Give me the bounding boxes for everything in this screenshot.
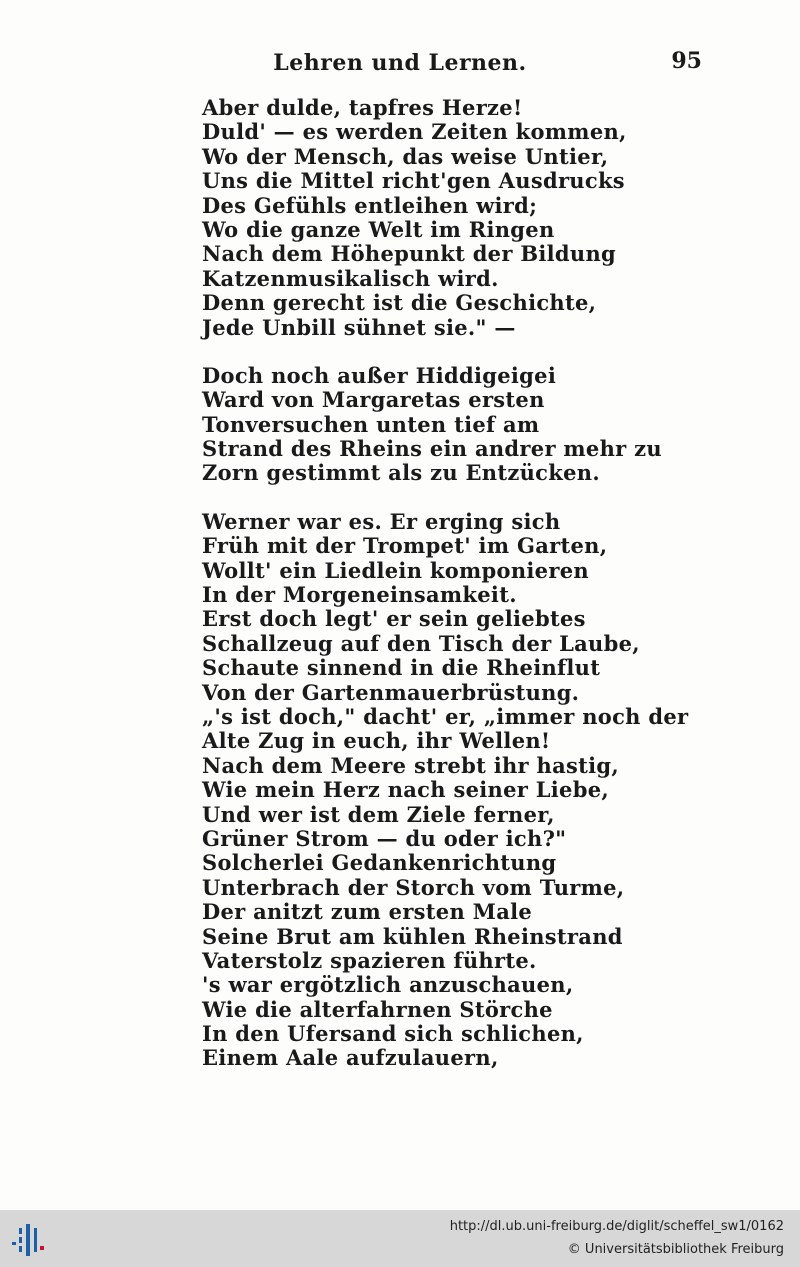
- poem-line: Schaute sinnend in die Rheinflut: [202, 655, 601, 681]
- poem-line: Uns die Mittel richt'gen Ausdrucks: [202, 168, 625, 194]
- poem-line: Nach dem Meere strebt ihr hastig,: [202, 752, 619, 778]
- poem-line: Solcherlei Gedankenrichtung: [202, 850, 557, 876]
- poem-line: Erst doch legt' er sein geliebtes: [202, 606, 586, 632]
- poem-line: Des Gefühls entleihen wird;: [202, 192, 538, 218]
- poem-line: Seine Brut am kühlen Rheinstrand: [202, 923, 623, 949]
- poem-line: Denn gerecht ist die Geschichte,: [202, 290, 597, 316]
- ub-freiburg-logo-icon[interactable]: [10, 1220, 50, 1260]
- poem-line: Wie die alterfahrnen Störche: [202, 996, 553, 1022]
- permalink-url[interactable]: http://dl.ub.uni-freiburg.de/diglit/scheffel_sw1/0162: [449, 1219, 784, 1234]
- poem-line: Einem Aale aufzulauern,: [202, 1045, 499, 1071]
- page-number: 95: [671, 48, 702, 74]
- poem-line: Wo die ganze Welt im Ringen: [202, 216, 555, 242]
- poem-line: Grüner Strom — du oder ich?": [202, 825, 567, 851]
- poem-line: Schallzeug auf den Tisch der Laube,: [202, 630, 640, 656]
- poem-line: Wollt' ein Liedlein komponieren: [202, 557, 589, 583]
- poem-line: Doch noch außer Hiddigeigei: [202, 362, 557, 388]
- poem-line: Wie mein Herz nach seiner Liebe,: [202, 777, 609, 803]
- poem-line: Unterbrach der Storch vom Turme,: [202, 874, 625, 900]
- poem-text: [202, 95, 689, 1095]
- poem-line: Duld' — es werden Zeiten kommen,: [202, 119, 627, 145]
- poem-line: 's war ergötzlich anzuschauen,: [202, 972, 574, 998]
- poem-line: Strand des Rheins ein andrer mehr zu: [202, 436, 662, 462]
- poem-line: Alte Zug in euch, ihr Wellen!: [202, 728, 551, 754]
- poem-line: Vaterstolz spazieren führte.: [202, 947, 537, 973]
- poem-line: Und wer ist dem Ziele ferner,: [202, 801, 555, 827]
- poem-line: Wo der Mensch, das weise Untier,: [202, 143, 609, 169]
- poem-line: Früh mit der Trompet' im Garten,: [202, 533, 608, 559]
- poem-line: Katzenmusikalisch wird.: [202, 265, 499, 291]
- stanza-1: [202, 95, 627, 340]
- poem-line: Von der Gartenmauerbrüstung.: [202, 679, 580, 705]
- poem-line: Tonversuchen unten tief am: [202, 411, 540, 437]
- poem-line: Der anitzt zum ersten Male: [202, 899, 533, 925]
- poem-line: Aber dulde, tapfres Herze!: [202, 95, 523, 120]
- poem-line: „'s ist doch," dacht' er, „immer noch der: [202, 703, 689, 729]
- poem-line: In den Ufersand sich schlichen,: [202, 1021, 584, 1047]
- poem-line: Jede Unbill sühnet sie." —: [202, 314, 516, 340]
- poem-line: Werner war es. Er erging sich: [202, 508, 561, 534]
- poem-line: In der Morgeneinsamkeit.: [202, 582, 517, 608]
- poem-line: Nach dem Höhepunkt der Bildung: [202, 241, 617, 267]
- poem-line: Zorn gestimmt als zu Entzücken.: [202, 460, 600, 486]
- running-head-title: Lehren und Lernen.: [273, 50, 527, 76]
- stanza-3: [202, 508, 689, 1071]
- viewer-footer-bar: [0, 1210, 800, 1267]
- stanza-2: [202, 362, 662, 486]
- poem-line: Ward von Margaretas ersten: [202, 387, 545, 413]
- copyright-notice: © Universitätsbibliothek Freiburg: [567, 1242, 784, 1257]
